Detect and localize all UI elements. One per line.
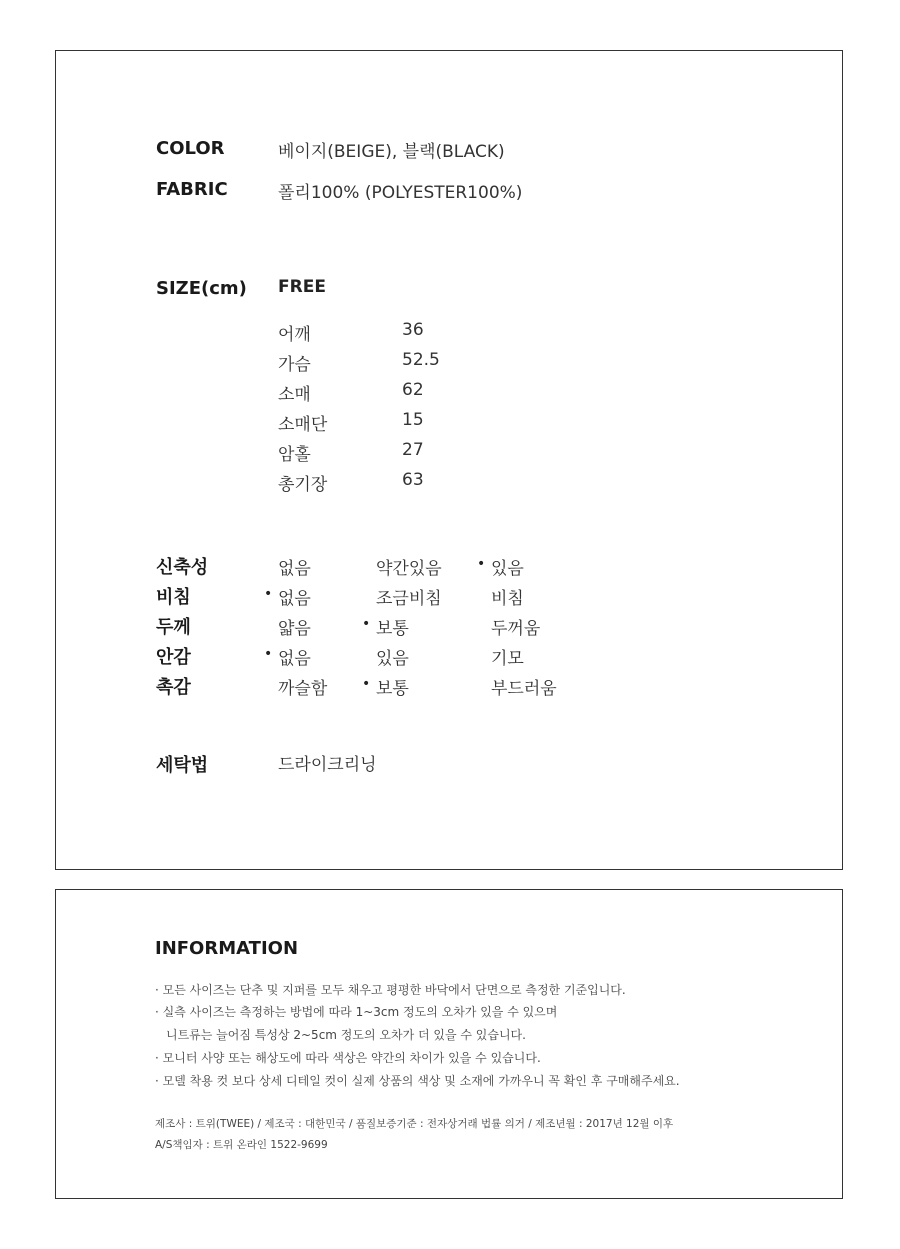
attribute-option: 보통 — [376, 679, 409, 699]
selected-bullet-icon: • — [362, 676, 371, 692]
size-value: 62 — [402, 380, 424, 400]
size-key: 가슴 — [278, 355, 311, 375]
attribute-option: 비침 — [491, 589, 524, 609]
size-key: 소매단 — [278, 415, 328, 435]
fabric-label: FABRIC — [156, 179, 228, 200]
size-value: 15 — [402, 410, 424, 430]
size-label: SIZE(cm) — [156, 278, 247, 299]
size-name: FREE — [278, 277, 326, 297]
attribute-option: 까슬함 — [278, 679, 328, 699]
attribute-option: 없음 — [278, 559, 311, 579]
size-value: 27 — [402, 440, 424, 460]
size-value: 63 — [402, 470, 424, 490]
as-contact-info: A/S책임자 : 트위 온라인 1522-9699 — [155, 1139, 328, 1151]
attribute-label: 두께 — [156, 617, 191, 638]
attribute-option: 조금비침 — [376, 589, 442, 609]
info-note: · 모델 착용 컷 보다 상세 디테일 컷이 실제 상품의 색상 및 소재에 가까우니 꼭 확인 후 구매해주세요. — [155, 1074, 680, 1088]
info-note: 니트류는 늘어짐 특성상 2~5cm 정도의 오차가 더 있을 수 있습니다. — [166, 1028, 526, 1042]
attribute-option: 부드러움 — [491, 679, 557, 699]
attribute-option: 없음 — [278, 649, 311, 669]
washing-value: 드라이크리닝 — [278, 755, 377, 775]
information-panel — [55, 889, 843, 1199]
info-note: · 모니터 사양 또는 해상도에 따라 색상은 약간의 차이가 있을 수 있습니다. — [155, 1051, 541, 1065]
selected-bullet-icon: • — [264, 646, 273, 662]
fabric-value: 폴리100% (POLYESTER100%) — [278, 183, 523, 203]
attribute-option: 얇음 — [278, 619, 311, 639]
color-label: COLOR — [156, 138, 225, 159]
size-value: 52.5 — [402, 350, 440, 370]
attribute-option: 두꺼움 — [491, 619, 541, 639]
attribute-option: 있음 — [491, 559, 524, 579]
manufacturer-info: 제조사 : 트위(TWEE) / 제조국 : 대한민국 / 품질보증기준 : 전자상거래 법률 의거 / 제조년월 : 2017년 12월 이후 — [155, 1118, 674, 1130]
size-key: 소매 — [278, 385, 311, 405]
color-value: 베이지(BEIGE), 블랙(BLACK) — [278, 142, 505, 162]
attribute-option: 없음 — [278, 589, 311, 609]
information-title: INFORMATION — [155, 938, 299, 959]
selected-bullet-icon: • — [477, 556, 486, 572]
selected-bullet-icon: • — [362, 616, 371, 632]
attribute-option: 있음 — [376, 649, 409, 669]
product-spec-panel — [55, 50, 843, 870]
washing-label: 세탁법 — [156, 755, 209, 776]
attribute-label: 비침 — [156, 587, 191, 608]
size-key: 총기장 — [278, 475, 328, 495]
attribute-label: 신축성 — [156, 557, 209, 578]
attribute-option: 보통 — [376, 619, 409, 639]
info-note: · 모든 사이즈는 단추 및 지퍼를 모두 채우고 평평한 바닥에서 단면으로 측정한 기준입니다. — [155, 983, 626, 997]
selected-bullet-icon: • — [264, 586, 273, 602]
attribute-option: 기모 — [491, 649, 524, 669]
size-value: 36 — [402, 320, 424, 340]
size-key: 어깨 — [278, 325, 311, 345]
info-note: · 실측 사이즈는 측정하는 방법에 따라 1~3cm 정도의 오차가 있을 수 있으며 — [155, 1005, 558, 1019]
attribute-label: 촉감 — [156, 677, 191, 698]
size-key: 암홀 — [278, 445, 311, 465]
attribute-option: 약간있음 — [376, 559, 442, 579]
attribute-label: 안감 — [156, 647, 191, 668]
